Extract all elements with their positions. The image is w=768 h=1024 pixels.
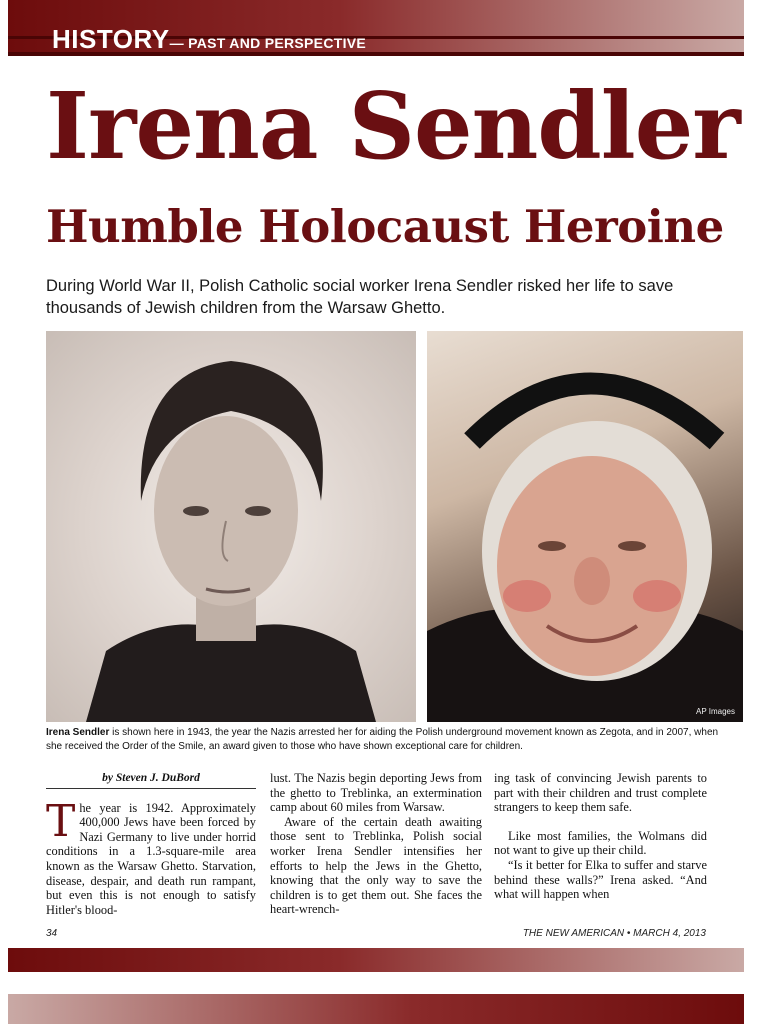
section-label xyxy=(52,24,366,55)
publication-info: THE NEW AMERICAN • MARCH 4, 2013 xyxy=(522,928,706,939)
section-subtitle: — PAST AND PERSPECTIVE xyxy=(169,35,367,51)
article-column-3 xyxy=(494,771,707,902)
article-title: Irena Sendler xyxy=(46,72,740,180)
section-name: HISTORY xyxy=(52,24,170,54)
article-column-2 xyxy=(270,771,482,917)
caption-text: is shown here in 1943, the year the Nazis arrested her for aiding the Polish underground movement known as Zegota, and in 2007, when she received the Order of the Smile, an award given to those who have shown exceptional care for children. xyxy=(46,727,719,752)
article-column-1 xyxy=(46,771,256,917)
photo-credit: AP Images xyxy=(696,707,735,716)
photo-caption xyxy=(46,726,736,754)
body-paragraph: “Is it better for Elka to suffer and starve behind these walls?” Irena asked. “And what will happen when xyxy=(494,857,707,902)
body-paragraph: he year is 1942. Approximately 400,000 Jews have been forced by Nazi Germany to live under horrid conditions in a 1.3-square-mile area known as the Warsaw Ghetto. Starvation, disease, despair, and death run rampant, but even this is not enough to satisfy Hitler's blood- xyxy=(46,800,256,917)
footer-banner xyxy=(8,948,744,972)
body-paragraph: Aware of the certain death awaiting those sent to Treblinka, Polish social worker Irena Sendler intensifies her efforts to help the Jews in the Ghetto, knowing that the only way to save the children is to get them out. She faces the heart-wrench- xyxy=(270,814,482,917)
bottom-banner xyxy=(8,994,744,1024)
byline: by Steven J. DuBord xyxy=(46,771,256,789)
caption-name: Irena Sendler xyxy=(46,727,110,738)
drop-cap: T xyxy=(46,795,76,847)
body-paragraph: ing task of convincing Jewish parents to part with their children and trust complete strangers to keep them safe. xyxy=(494,771,707,815)
article-subtitle: Humble Holocaust Heroine xyxy=(46,200,724,253)
body-paragraph: Like most families, the Wolmans did not want to give up their child. xyxy=(494,828,707,858)
article-deck: During World War II, Polish Catholic social worker Irena Sendler risked her life to save thousands of Jewish children from the Warsaw Ghetto. xyxy=(46,277,674,317)
portrait-2007-photo xyxy=(427,331,743,722)
body-paragraph: lust. The Nazis begin deporting Jews from the ghetto to Treblinka, an extermination camp about 60 miles from Warsaw. xyxy=(270,771,482,815)
portrait-1943-photo xyxy=(46,331,416,722)
page-number: 34 xyxy=(46,928,58,939)
